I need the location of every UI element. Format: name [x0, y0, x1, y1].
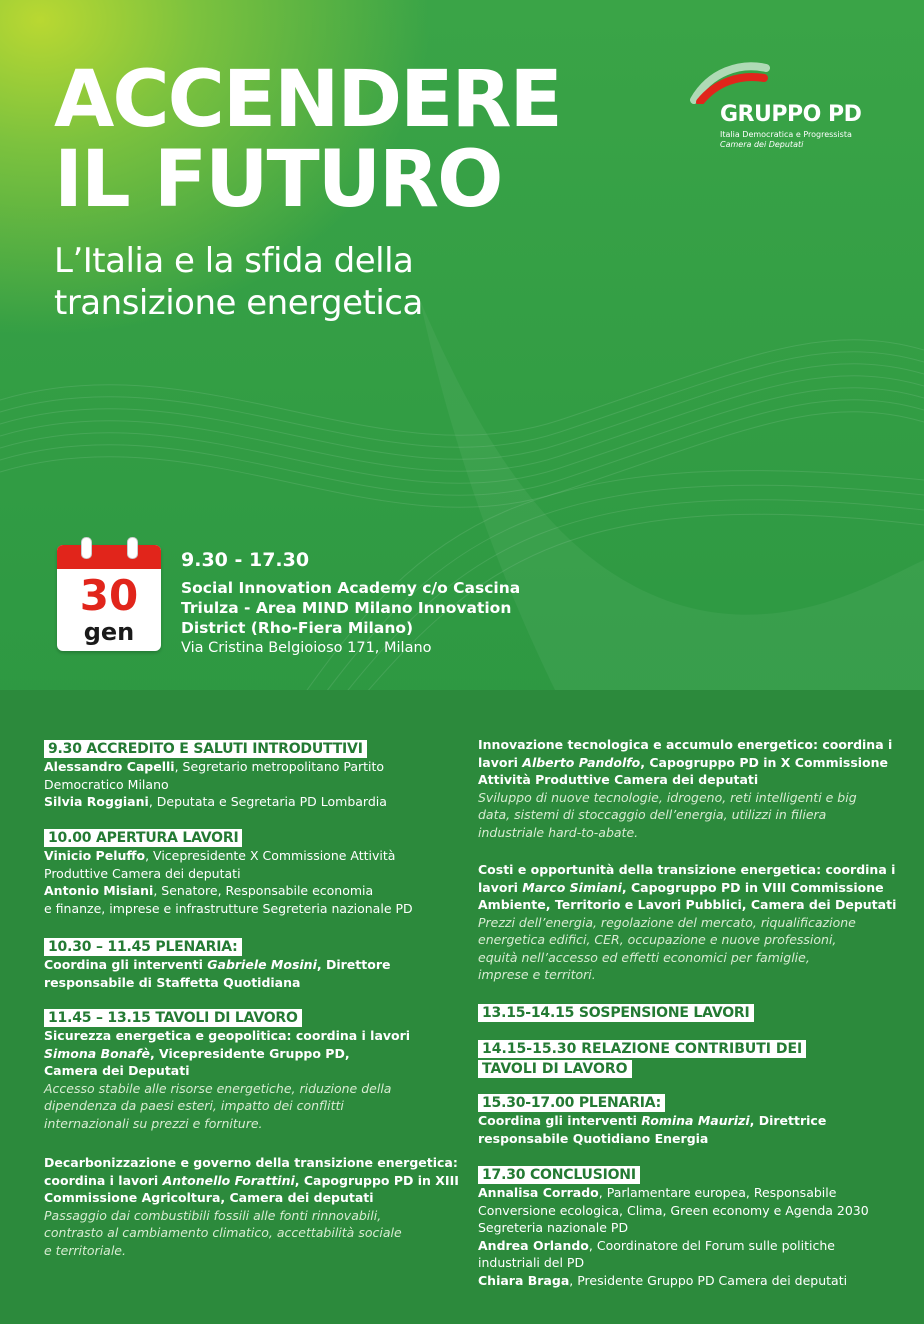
- speaker-name: Chiara Braga: [478, 1272, 570, 1288]
- speaker-role: , Segretario metropolitano Partito: [174, 759, 385, 774]
- coordinator-role-line: Commissione Agricoltura, Camera dei deputati: [44, 1190, 374, 1205]
- workshop-description: data, sistemi di stoccaggio dell’energia, utilizzi in filiera: [478, 807, 827, 822]
- coordinator-line: [478, 1112, 898, 1130]
- workshop-title: Sicurezza energetica e geopolitica: coordina i lavori: [44, 1028, 411, 1043]
- speaker-role: , Senatore, Responsabile economia: [153, 883, 374, 898]
- event-subtitle-line-1: L’Italia e la sfida della: [54, 241, 414, 281]
- event-subtitle-line-2: transizione energetica: [54, 283, 423, 323]
- speaker-role: , Coordinatore del Forum sulle politiche: [588, 1237, 835, 1253]
- speaker-role: , Parlamentare europea, Responsabile: [598, 1185, 837, 1200]
- coordinator-role: , Direttore: [316, 957, 391, 972]
- speaker-line: [478, 1184, 898, 1202]
- program-item-innovazione: [478, 736, 898, 841]
- program-time-label-line: TAVOLI DI LAVORO: [478, 1060, 632, 1078]
- coordinator-name: Gabriele Mosini: [207, 957, 317, 972]
- speaker-name: Annalisa Corrado: [478, 1185, 599, 1200]
- venue-line: Social Innovation Academy c/o Cascina: [181, 579, 521, 597]
- speaker-name: Vinicio Peluffo: [44, 848, 146, 863]
- coordinator-line: [478, 754, 898, 772]
- program-time-label: [478, 1058, 898, 1078]
- coordinator-role: , Capogruppo PD in VIII Commissione: [621, 879, 884, 895]
- workshop-description: Accesso stabile alle risorse energetiche, riduzione della: [44, 1080, 392, 1096]
- venue-address: Via Cristina Belgioioso 171, Milano: [181, 640, 432, 656]
- calendar-day: 30: [79, 571, 139, 620]
- workshop-title: Costi e opportunità della transizione energetica: coordina i: [478, 862, 896, 877]
- program-item-costi: [478, 861, 898, 984]
- coordinator-line: [44, 1045, 464, 1063]
- coordinator-role: , Direttrice: [749, 1113, 827, 1128]
- calendar-ring-icon: [127, 537, 138, 559]
- calendar-header: [57, 545, 161, 569]
- coordinator-role-line: responsabile Quotidiano Energia: [478, 1130, 709, 1146]
- workshop-description: Sviluppo di nuove tecnologie, idrogeno, reti intelligenti e big: [478, 789, 857, 805]
- speaker-name: Alessandro Capelli: [44, 759, 175, 774]
- speaker-role-line: industriali del PD: [478, 1255, 585, 1270]
- program-item-conclusioni: [478, 1164, 898, 1289]
- coordinator-text: lavori: [478, 754, 523, 770]
- program-time-label: 9.30 ACCREDITO E SALUTI INTRODUTTIVI: [44, 740, 367, 758]
- speaker-line: [44, 758, 464, 776]
- logo-chamber: Camera dei Deputati: [720, 140, 804, 149]
- event-title-line-1: ACCENDERE: [54, 55, 561, 145]
- program-section: [0, 690, 924, 1324]
- coordinator-role: , Capogruppo PD in X Commissione: [640, 754, 889, 770]
- event-info: [181, 548, 520, 658]
- program-time-label: 13.15-14.15 SOSPENSIONE LAVORI: [478, 1004, 754, 1022]
- coordinator-role: , Vicepresidente Gruppo PD,: [149, 1045, 350, 1061]
- speaker-role: , Deputata e Segretaria PD Lombardia: [148, 794, 387, 809]
- workshop-description: industriale hard-to-abate.: [478, 824, 639, 840]
- coordinator-text: coordina i lavori: [44, 1172, 163, 1188]
- workshop-title: Decarbonizzazione e governo della transizione energetica:: [44, 1155, 458, 1170]
- coordinator-role-line: responsabile di Staffetta Quotidiana: [44, 974, 301, 990]
- program-item-accredito: [44, 738, 464, 811]
- coordinator-name: Marco Simiani: [522, 879, 622, 895]
- workshop-description: Prezzi dell’energia, regolazione del mercato, riqualificazione: [478, 914, 856, 930]
- speaker-name: Andrea Orlando: [478, 1237, 589, 1253]
- program-item-plenaria-1: [44, 936, 464, 991]
- workshop-description: internazionali su prezzi e forniture.: [44, 1115, 263, 1131]
- speaker-name: Silvia Roggiani: [44, 794, 149, 809]
- program-time-label: 11.45 – 13.15 TAVOLI DI LAVORO: [44, 1009, 302, 1027]
- coordinator-text: Coordina gli interventi: [478, 1113, 642, 1128]
- speaker-line: [44, 882, 464, 900]
- program-item-tavoli: [44, 1007, 464, 1132]
- venue-line: District (Rho-Fiera Milano): [181, 619, 414, 637]
- speaker-role-line: Democratico Milano: [44, 776, 169, 792]
- calendar-date-icon: [57, 545, 161, 651]
- speaker-line: [44, 847, 464, 865]
- program-time-label: 10.30 – 11.45 PLENARIA:: [44, 938, 242, 956]
- coordinator-text: Coordina gli interventi: [44, 957, 208, 972]
- coordinator-text: lavori: [478, 879, 523, 895]
- program-item-plenaria-2: [478, 1092, 898, 1147]
- program-time-label: [478, 1038, 898, 1058]
- venue-line: Triulza - Area MIND Milano Innovation: [181, 599, 512, 617]
- speaker-role: , Vicepresidente X Commissione Attività: [145, 848, 396, 863]
- program-item-apertura: [44, 827, 464, 917]
- workshop-description: dipendenza da paesi esteri, impatto dei conflitti: [44, 1098, 344, 1113]
- speaker-line: [44, 793, 464, 811]
- speaker-role-line: Segreteria nazionale PD: [478, 1220, 629, 1235]
- logo-name: GRUPPO PD: [720, 102, 862, 127]
- workshop-description: imprese e territori.: [478, 967, 596, 982]
- speaker-role-line: e finanze, imprese e infrastrutture Segreteria nazionale PD: [44, 900, 413, 916]
- coordinator-role-line: Attività Produttive Camera dei deputati: [478, 772, 759, 787]
- pd-arc-logo-icon: [690, 60, 770, 104]
- program-item-decarbonizzazione: [44, 1154, 464, 1259]
- coordinator-line: [44, 956, 464, 974]
- logo-subtitle: Italia Democratica e Progressista: [720, 130, 852, 139]
- workshop-description: Passaggio dai combustibili fossili alle fonti rinnovabili,: [44, 1207, 382, 1223]
- event-title: [54, 55, 561, 225]
- coordinator-line: [44, 1172, 464, 1190]
- workshop-description: contrasto al cambiamento climatico, accettabilità sociale: [44, 1225, 402, 1240]
- coordinator-line: [478, 879, 898, 897]
- event-time: 9.30 - 17.30: [181, 549, 310, 571]
- speaker-name: Antonio Misiani: [44, 883, 154, 898]
- coordinator-name: Romina Maurizi: [641, 1113, 750, 1128]
- coordinator-role-line: Ambiente, Territorio e Lavori Pubblici, Camera dei Deputati: [478, 897, 897, 912]
- speaker-line: [478, 1272, 898, 1290]
- speaker-role: , Presidente Gruppo PD Camera dei deputati: [569, 1272, 848, 1288]
- workshop-description: e territoriale.: [44, 1242, 126, 1258]
- coordinator-role-line: Camera dei Deputati: [44, 1063, 190, 1078]
- event-title-line-2: IL FUTURO: [54, 135, 502, 225]
- program-time-label: 15.30-17.00 PLENARIA:: [478, 1094, 665, 1112]
- speaker-role-line: Produttive Camera dei deputati: [44, 865, 241, 881]
- coordinator-name: Antonello Forattini: [162, 1172, 295, 1188]
- speaker-role-line: Conversione ecologica, Clima, Green economy e Agenda 2030: [478, 1202, 869, 1218]
- workshop-description: energetica edifici, CER, occupazione e nuove professioni,: [478, 932, 837, 947]
- calendar-ring-icon: [81, 537, 92, 559]
- program-time-label: 17.30 CONCLUSIONI: [478, 1166, 640, 1184]
- program-item-relazione: [478, 1038, 898, 1078]
- program-time-label: 10.00 APERTURA LAVORI: [44, 829, 242, 847]
- workshop-title: Innovazione tecnologica e accumulo energetico: coordina i: [478, 737, 893, 752]
- program-time-label-line: 14.15-15.30 RELAZIONE CONTRIBUTI DEI: [478, 1040, 806, 1058]
- workshop-description: equità nell’accesso ed effetti economici per famiglie,: [478, 949, 810, 965]
- speaker-line: [478, 1237, 898, 1255]
- program-item-sospensione: [478, 1002, 898, 1022]
- event-subtitle: [54, 240, 423, 324]
- coordinator-name: Alberto Pandolfo: [522, 754, 641, 770]
- coordinator-role: , Capogruppo PD in XIII: [294, 1172, 459, 1188]
- calendar-month: gen: [83, 618, 135, 646]
- coordinator-name: Simona Bonafè: [44, 1045, 150, 1061]
